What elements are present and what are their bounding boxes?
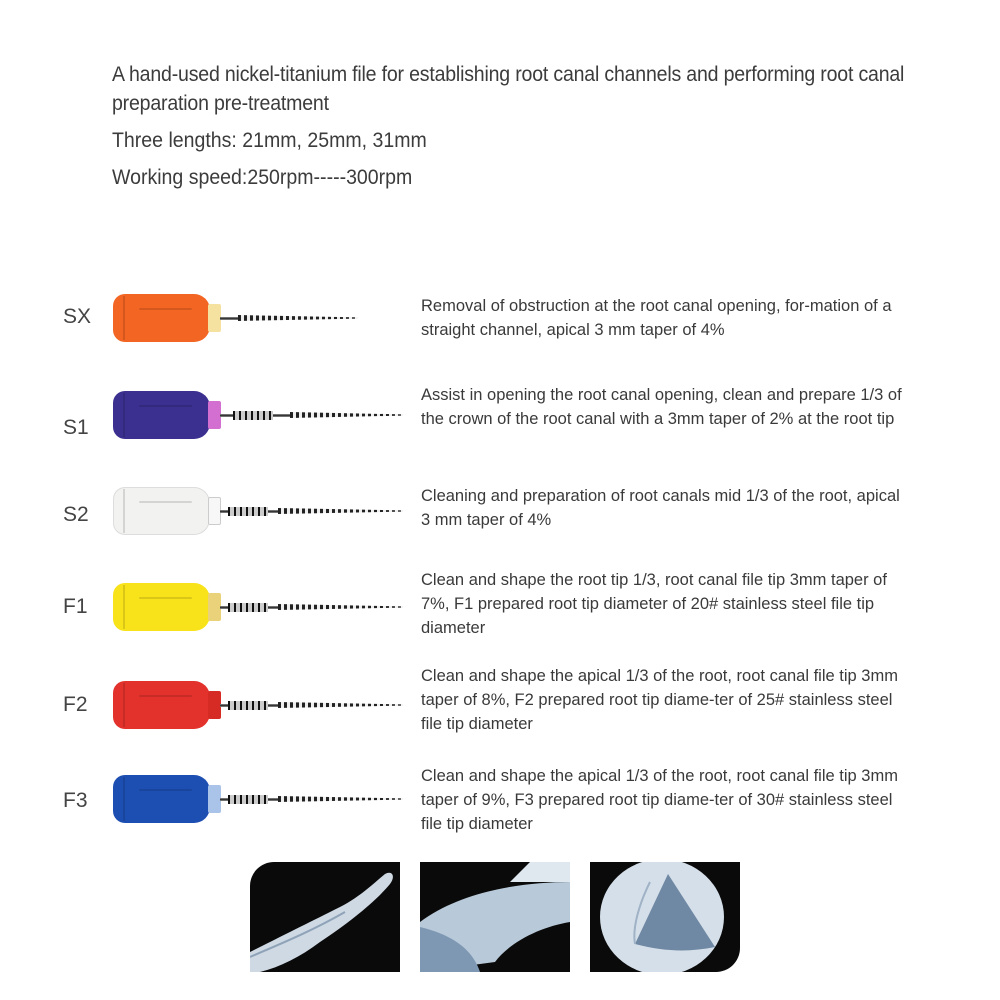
file-label: F1	[63, 595, 88, 618]
file-tip-closeup-image	[250, 862, 400, 972]
file-label: S1	[63, 416, 89, 439]
file-description: Clean and shape the root tip 1/3, root canal file tip 3mm taper of 7%, F1 prepared root tip diameter of 20# stainless steel file tip diameter	[421, 571, 887, 637]
triangular-cross-section-image	[590, 862, 740, 972]
sem-image-strip	[250, 862, 750, 972]
s2-file-icon	[113, 487, 413, 539]
file-label: F2	[63, 693, 88, 716]
product-description: A hand-used nickel-titanium file for establishing root canal channels and performing root canal preparation pre-treatment	[112, 63, 905, 115]
file-description: Cleaning and preparation of root canals mid 1/3 of the root, apical 3 mm taper of 4%	[421, 487, 900, 529]
file-label: S2	[63, 503, 89, 526]
flute-closeup-image	[420, 862, 570, 972]
f1-file-icon	[113, 583, 413, 635]
intro-section	[112, 60, 912, 192]
file-description: Removal of obstruction at the root canal opening, for-mation of a straight channel, apical 3 mm taper of 4%	[421, 297, 892, 339]
file-description: Clean and shape the apical 1/3 of the root, root canal file tip 3mm taper of 8%, F2 prepared root tip diame-ter of 25# stainless steel file tip diameter	[421, 667, 898, 733]
speed-text: Working speed:250rpm-----300rpm	[112, 166, 413, 189]
file-description: Clean and shape the apical 1/3 of the root, root canal file tip 3mm taper of 9%, F3 prepared root tip diame-ter of 30# stainless steel file tip diameter	[421, 767, 898, 833]
file-label: F3	[63, 789, 88, 812]
lengths-text: Three lengths: 21mm, 25mm, 31mm	[112, 129, 427, 152]
f3-file-icon	[113, 775, 413, 827]
file-description: Assist in opening the root canal opening, clean and prepare 1/3 of the crown of the root canal with a 3mm taper of 2% at the root tip	[421, 386, 902, 428]
s1-file-icon	[113, 391, 413, 443]
file-label: SX	[63, 305, 92, 328]
f2-file-icon	[113, 681, 413, 733]
sx-file-icon	[113, 294, 413, 346]
